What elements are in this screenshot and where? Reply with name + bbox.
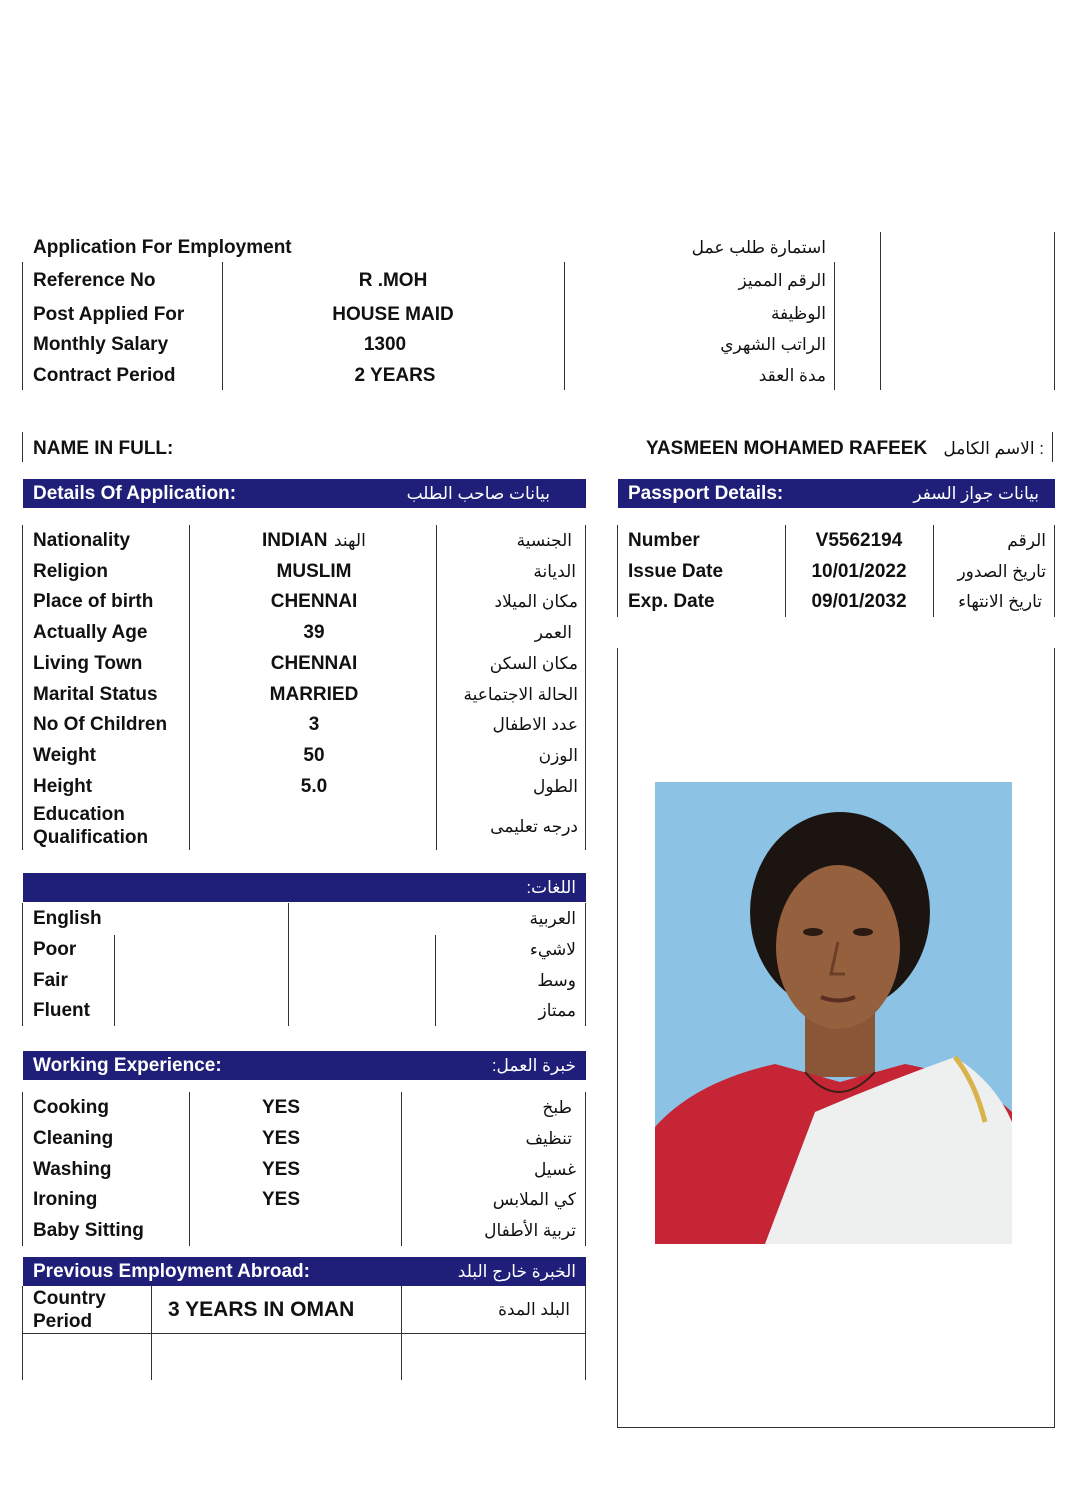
ironing-label-ar: كي الملابس (492, 1190, 576, 1209)
fluent-label: Fluent (33, 1000, 90, 1021)
exp-date-label-ar: تاريخ الانتهاء (958, 592, 1042, 611)
reference-value: R .MOH (358, 270, 428, 291)
baby-sitting-label-ar: تربية الأطفال (484, 1221, 576, 1240)
weight-label: Weight (33, 745, 96, 766)
period-label: Period (33, 1311, 93, 1332)
living-town-label-ar: مكان السكن (489, 654, 578, 673)
weight-label-ar: الوزن (538, 746, 578, 765)
name-label-ar: : الاسم الكامل (943, 439, 1044, 458)
age-value: 39 (303, 622, 325, 643)
abroad-label-ar: البلد المدة (498, 1300, 570, 1319)
fair-label-ar: وسط (537, 971, 576, 990)
passport-header-bar (618, 479, 1055, 508)
passport-number-label: Number (628, 530, 700, 551)
passport-number-label-ar: الرقم (1007, 531, 1046, 550)
english-label: English (33, 908, 102, 929)
name-label: NAME IN FULL: (33, 438, 174, 459)
children-label-ar: عدد الاطفال (492, 715, 578, 734)
exp-date-value: 09/01/2032 (811, 591, 907, 612)
abroad-title-ar: الخبرة خارج البلد (457, 1262, 576, 1281)
fair-label: Fair (33, 970, 68, 991)
form-title-ar: استمارة طلب عمل (691, 238, 826, 257)
abroad-header-bar (23, 1257, 586, 1286)
education-label-1: Education (33, 804, 125, 825)
cooking-label: Cooking (33, 1097, 109, 1118)
salary-label-ar: الراتب الشهري (720, 335, 826, 354)
contract-value: 2 YEARS (354, 365, 436, 386)
issue-date-label: Issue Date (628, 561, 724, 582)
children-label: No Of Children (33, 714, 168, 735)
religion-value: MUSLIM (276, 561, 352, 582)
experience-title-ar: خبرة العمل: (491, 1056, 576, 1075)
passport-title-en: Passport Details: (628, 483, 784, 504)
post-label: Post Applied For (33, 304, 185, 325)
washing-label: Washing (33, 1159, 112, 1180)
form-title-en: Application For Employment (33, 237, 292, 258)
languages-title-ar: اللغات: (526, 878, 576, 897)
experience-header-bar (23, 1051, 586, 1080)
post-label-ar: الوظيفة (770, 304, 826, 323)
marital-label: Marital Status (33, 684, 158, 705)
education-label-2: Qualification (33, 827, 149, 848)
abroad-title-en: Previous Employment Abroad: (33, 1261, 310, 1282)
marital-label-ar: الحالة الاجتماعية (463, 685, 578, 704)
languages-header-bar (23, 873, 586, 902)
name-value: YASMEEN MOHAMED RAFEEK (646, 438, 928, 459)
birthplace-label-ar: مكان الميلاد (494, 592, 578, 611)
age-label: Actually Age (33, 622, 148, 643)
religion-label: Religion (33, 561, 108, 582)
nationality-value-ar: الهند (334, 531, 366, 550)
poor-label-ar: لاشيء (529, 940, 576, 959)
reference-label-ar: الرقم المميز (738, 271, 826, 290)
issue-date-label-ar: تاريخ الصدور (957, 562, 1046, 581)
nationality-label-ar: الجنسية (516, 531, 572, 550)
washing-label-ar: غسيل (533, 1160, 576, 1179)
applicant-photo (655, 782, 1012, 1244)
height-label: Height (33, 776, 93, 797)
nationality-label: Nationality (33, 530, 131, 551)
poor-label: Poor (33, 939, 77, 960)
children-value: 3 (308, 714, 320, 735)
abroad-value: 3 YEARS IN OMAN (168, 1298, 355, 1321)
post-value: HOUSE MAID (332, 304, 454, 325)
education-label-ar: درجه تعليمى (490, 817, 578, 836)
issue-date-value: 10/01/2022 (811, 561, 907, 582)
cooking-value: YES (262, 1097, 301, 1118)
birthplace-value: CHENNAI (270, 591, 358, 612)
passport-title-ar: بيانات جواز السفر (913, 484, 1039, 503)
exp-date-label: Exp. Date (628, 591, 715, 612)
applicant-photo-icon (655, 782, 1012, 1244)
nationality-value: INDIAN (262, 530, 328, 551)
fluent-label-ar: ممتاز (538, 1001, 576, 1020)
height-label-ar: الطول (533, 777, 578, 796)
washing-value: YES (262, 1159, 301, 1180)
cooking-label-ar: طبخ (542, 1098, 572, 1117)
country-label: Country (33, 1288, 106, 1309)
ironing-label: Ironing (33, 1189, 98, 1210)
living-town-label: Living Town (33, 653, 143, 674)
cleaning-value: YES (262, 1128, 301, 1149)
details-title-en: Details Of Application: (33, 483, 237, 504)
weight-value: 50 (303, 745, 325, 766)
religion-label-ar: الديانة (533, 562, 576, 581)
contract-label: Contract Period (33, 365, 176, 386)
contract-label-ar: مدة العقد (758, 366, 826, 385)
reference-label: Reference No (33, 270, 156, 291)
birthplace-label: Place of birth (33, 591, 154, 612)
details-title-ar: بيانات صاحب الطلب (406, 484, 550, 503)
salary-value: 1300 (363, 334, 407, 355)
cleaning-label-ar: تنظيف (525, 1129, 572, 1148)
age-label-ar: العمر (534, 623, 572, 642)
marital-value: MARRIED (269, 684, 359, 705)
experience-title-en: Working Experience: (33, 1055, 222, 1076)
height-value: 5.0 (300, 776, 328, 797)
baby-sitting-label: Baby Sitting (33, 1220, 144, 1241)
ironing-value: YES (262, 1189, 301, 1210)
salary-label: Monthly Salary (33, 334, 169, 355)
arabic-label: العربية (529, 909, 576, 928)
details-header-bar (23, 479, 586, 508)
living-town-value: CHENNAI (270, 653, 358, 674)
passport-number-value: V5562194 (815, 530, 903, 551)
cleaning-label: Cleaning (33, 1128, 114, 1149)
